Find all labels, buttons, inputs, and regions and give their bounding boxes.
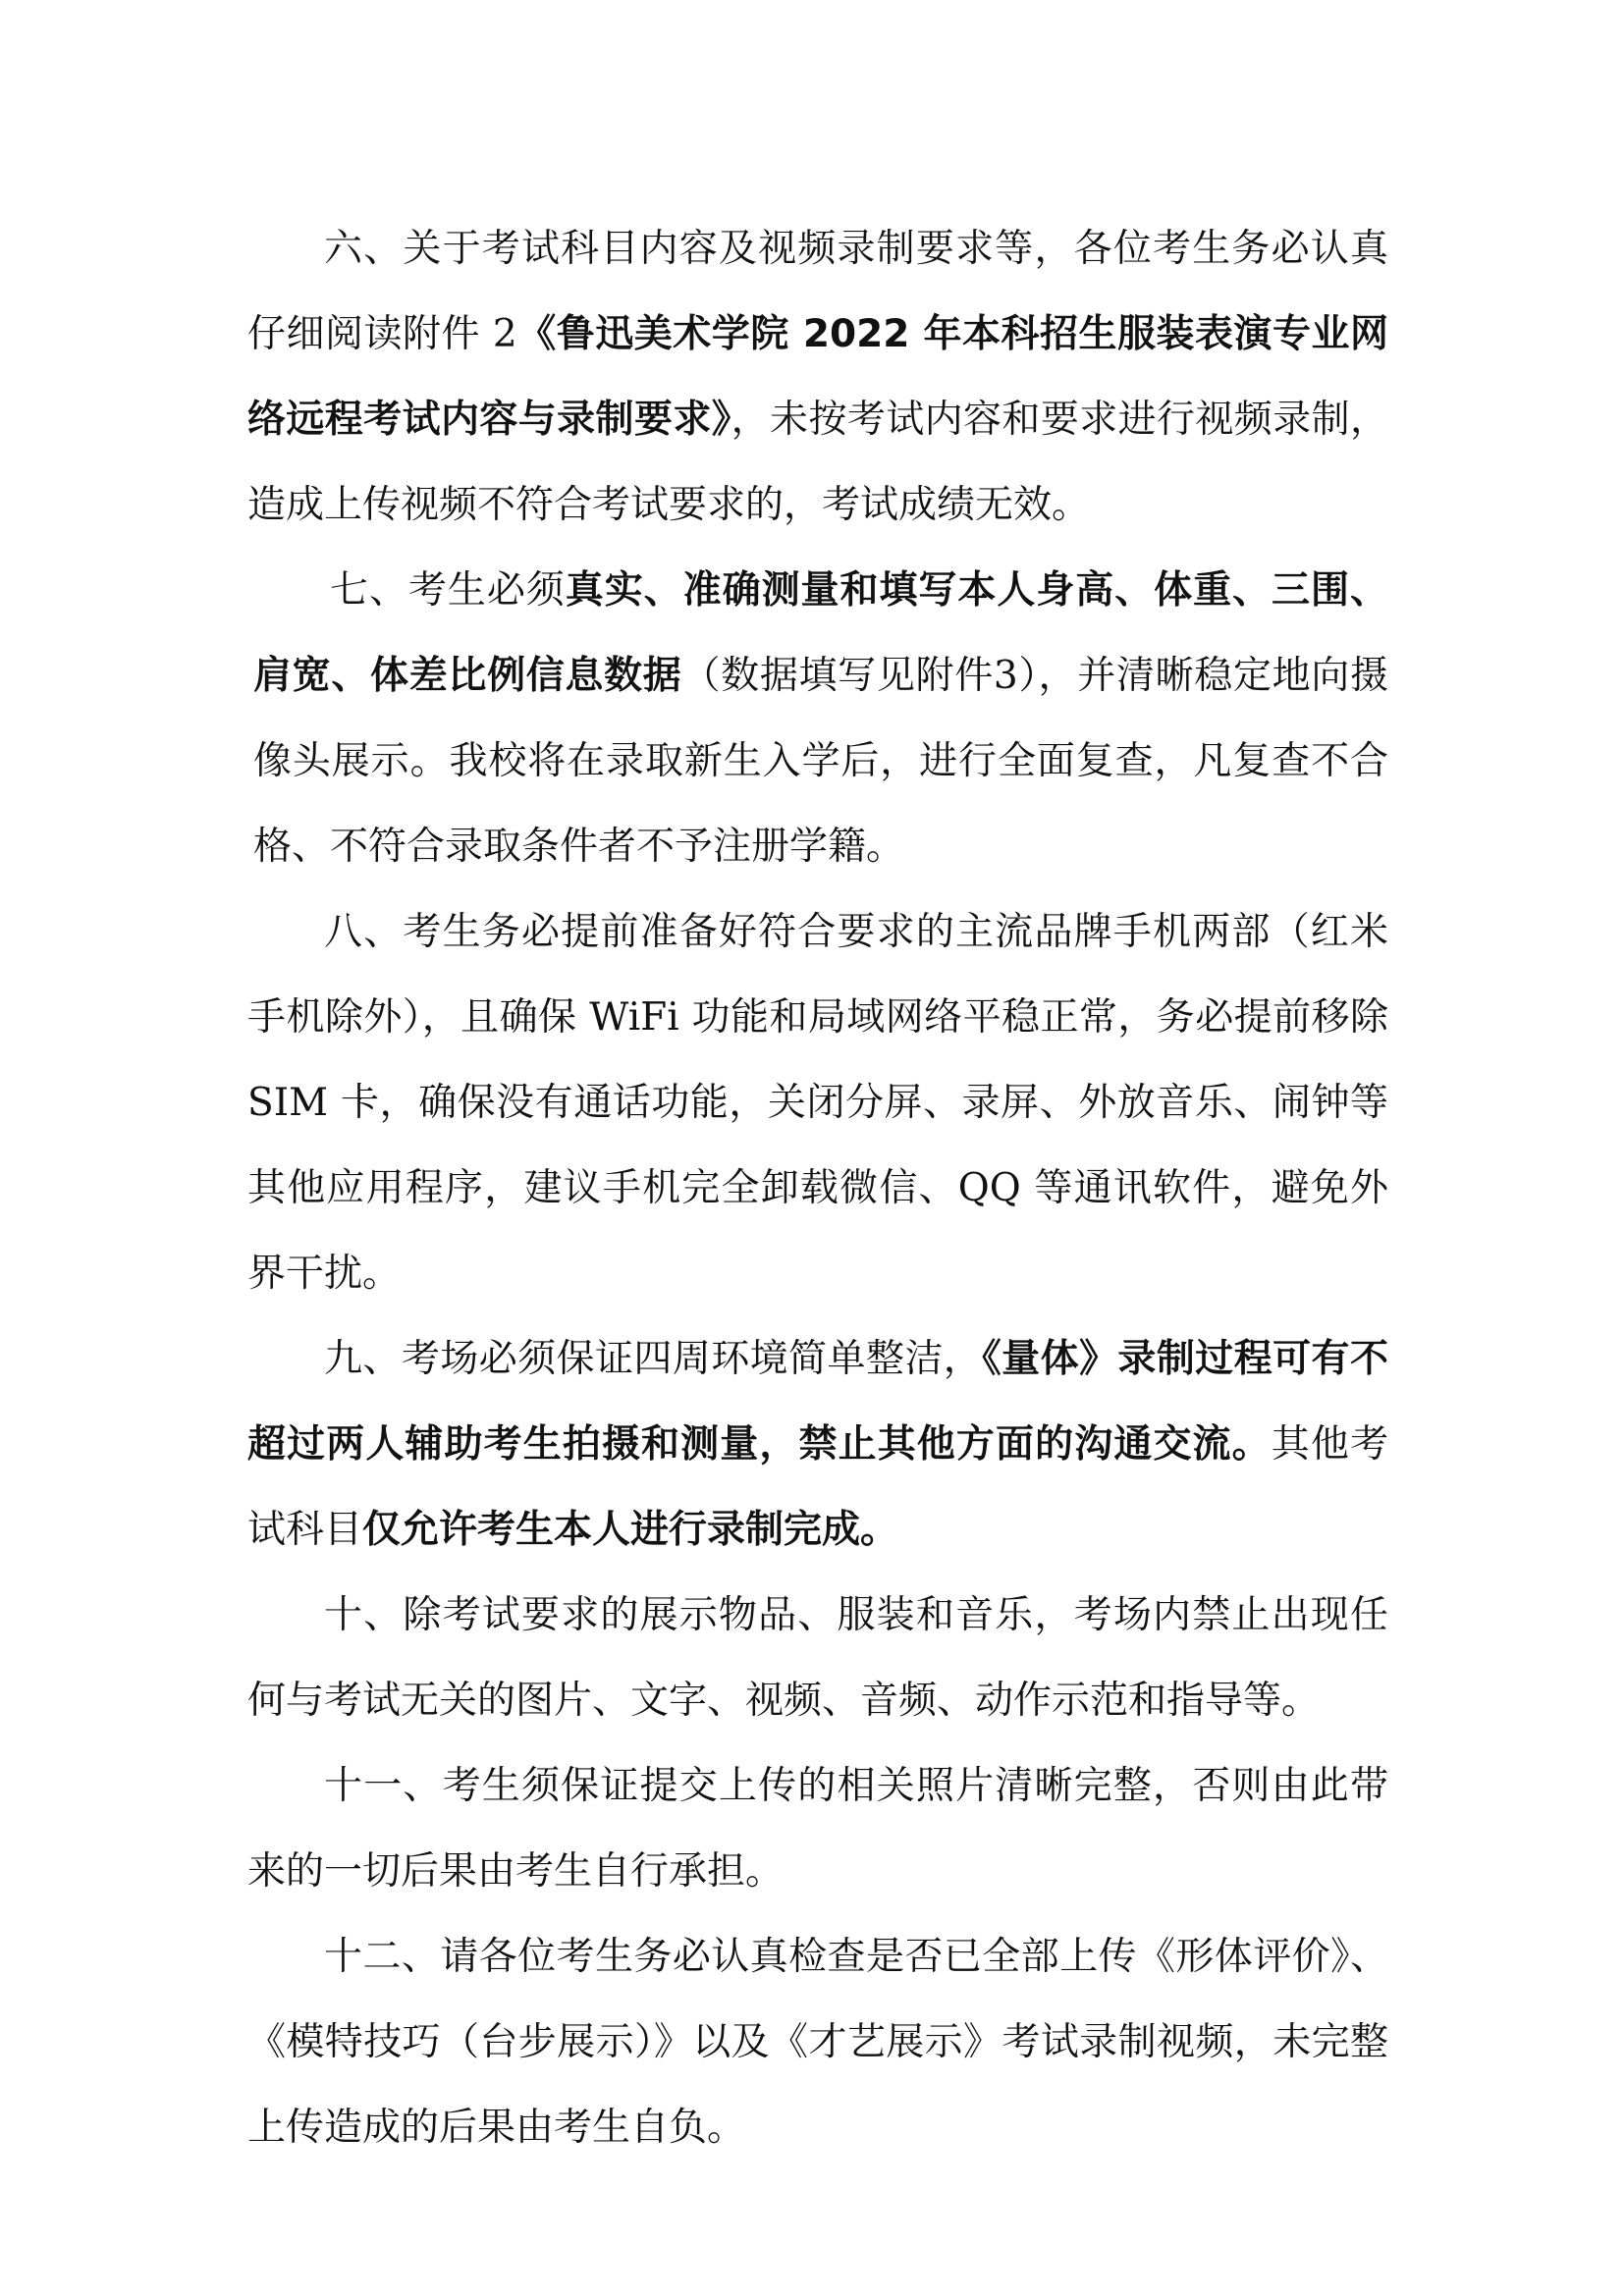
paragraph-9-bold-1: 《量体》录制过程可有不超过两人辅助考生拍摄和测量，禁止其他方面的沟通交流。 <box>247 1337 1388 1467</box>
paragraph-11-text: 十一、考生须保证提交上传的相关照片清晰完整，否则由此带来的一切后果由考生自行承担。 <box>247 1764 1388 1894</box>
paragraph-9-bold-2: 仅允许考生本人进行录制完成。 <box>362 1508 899 1552</box>
paragraph-10 <box>247 1573 1388 1743</box>
document-body <box>247 206 1388 2170</box>
paragraph-12-text: 十二、请各位考生务必认真检查是否已全部上传《形体评价》、《模特技巧（台步展示）》以及《才艺展示》考试录制视频，未完整上传造成的后果由考生自负。 <box>247 1935 1388 2150</box>
paragraph-6-text-2: ，未按考试内容和要求进行视频录制，造成上传视频不符合考试要求的，考试成绩无效。 <box>247 398 1388 527</box>
paragraph-8-text: 八、考生务必提前准备好符合要求的主流品牌手机两部（红米手机除外），且确保 WiFi 功能和局域网络平稳正常，务必提前移除 SIM 卡，确保没有通话功能，关闭分屏、录屏、外放音乐、闹钟等其他应用程序，建议手机完全卸载微信、QQ 等通讯软件，避免外界干扰。 <box>247 910 1388 1296</box>
paragraph-7-bold: 真实、准确测量和填写本人身高、体重、三围、肩宽、体差比例信息数据 <box>253 568 1388 698</box>
paragraph-6 <box>247 206 1388 548</box>
paragraph-7-text-1: 七、考生必须 <box>330 568 566 613</box>
paragraph-6-text-1: 六、关于考试科目内容及视频录制要求等，各位考生务必认真仔细阅读附件 2 <box>247 227 1388 356</box>
paragraph-11 <box>247 1743 1388 1914</box>
paragraph-10-text: 十、除考试要求的展示物品、服装和音乐，考场内禁止出现任何与考试无关的图片、文字、视频、音频、动作示范和指导等。 <box>247 1593 1388 1723</box>
paragraph-7-text-2: （数据填写见附件3），并清晰稳定地向摄像头展示。我校将在录取新生入学后，进行全面复查，凡复查不合格、不符合录取条件者不予注册学籍。 <box>253 654 1388 869</box>
paragraph-12 <box>247 1914 1388 2170</box>
paragraph-7 <box>247 548 1388 889</box>
paragraph-9-text-2: 其他考试科目 <box>247 1422 1388 1552</box>
paragraph-9 <box>247 1316 1388 1573</box>
paragraph-9-text-1: 九、考场必须保证四周环境简单整洁， <box>324 1337 983 1381</box>
paragraph-8 <box>247 889 1388 1316</box>
paragraph-6-bold-title: 《鲁迅美术学院 2022 年本科招生服装表演专业网络远程考试内容与录制要求》 <box>247 312 1388 442</box>
